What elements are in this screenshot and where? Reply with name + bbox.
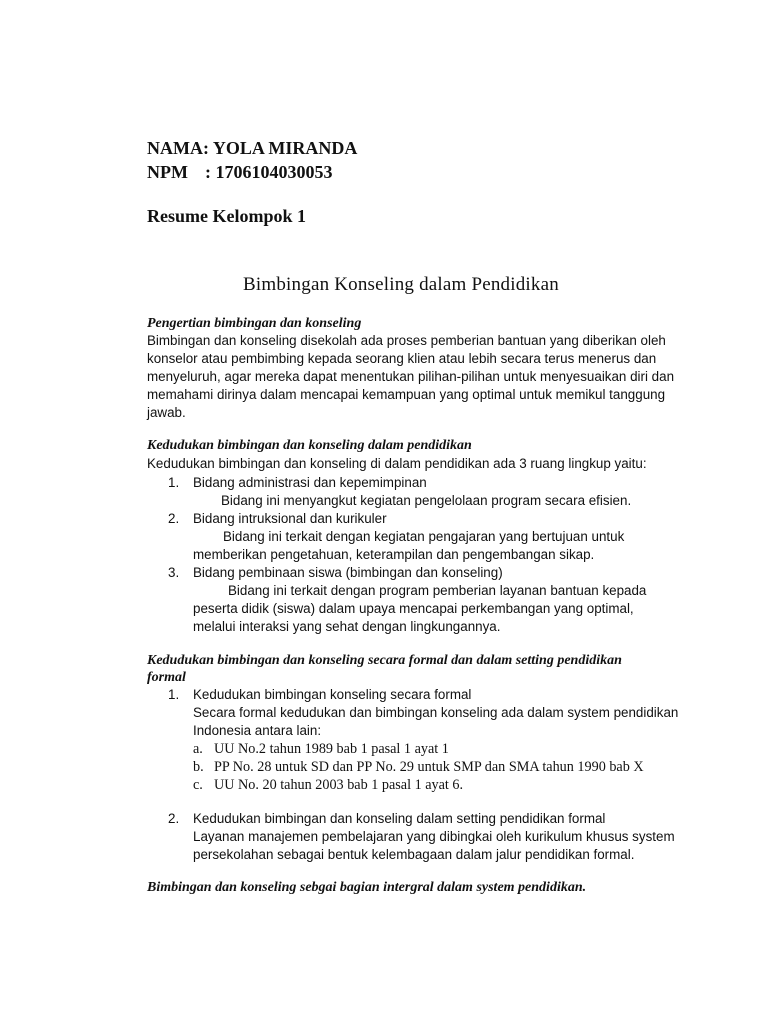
formal-list-item-2 xyxy=(168,810,675,864)
list-item xyxy=(168,686,678,704)
list-item-desc: Secara formal kedudukan dan bimbingan konseling ada dalam system pendidikan xyxy=(193,705,679,720)
list-item-desc: peserta didik (siswa) dalam upaya mencapai perkembangan yang optimal, xyxy=(193,601,634,616)
list-number: 3. xyxy=(168,565,180,580)
list-item-desc: persekolahan sebagai bentuk kelembagaan dalam jalur pendidikan formal. xyxy=(193,847,635,862)
page-title: Bimbingan Konseling dalam Pendidikan xyxy=(243,274,559,295)
list-item-title: Kedudukan bimbingan konseling secara formal xyxy=(193,687,472,702)
sub-list-item xyxy=(193,740,644,758)
section-body-pengertian xyxy=(147,332,674,422)
section-intro-kedudukan: Kedudukan bimbingan dan konseling di dalam pendidikan ada 3 ruang lingkup yaitu: xyxy=(147,456,647,471)
section-heading-pengertian: Pengertian bimbingan dan konseling xyxy=(147,316,362,331)
list-number: 1. xyxy=(168,475,180,490)
npm-line xyxy=(147,162,333,183)
npm-label: NPM xyxy=(147,162,188,182)
list-item-title: Bidang administrasi dan kepemimpinan xyxy=(193,475,427,490)
list-item xyxy=(168,564,646,582)
scope-list xyxy=(168,474,646,636)
sub-list-letter: b. xyxy=(193,759,204,775)
section-heading-formal xyxy=(147,652,622,686)
list-item xyxy=(168,474,646,492)
list-item-desc: Bidang ini terkait dengan kegiatan pengajaran yang bertujuan untuk xyxy=(223,529,625,544)
list-number: 2. xyxy=(168,511,180,526)
list-item-desc: Indonesia antara lain: xyxy=(193,723,322,738)
list-item-title: Bidang pembinaan siswa (bimbingan dan konseling) xyxy=(193,565,503,580)
paragraph-line: konselor atau pembimbing kepada seorang klien atau lebih secara terus menerus dan xyxy=(147,351,657,366)
list-item-desc: Bidang ini terkait dengan program pemberian layanan bantuan kepada xyxy=(228,583,647,598)
legal-basis-list xyxy=(193,740,644,794)
resume-label: Resume Kelompok 1 xyxy=(147,206,306,226)
name-value: YOLA MIRANDA xyxy=(212,138,358,158)
list-item-desc: Layanan manajemen pembelajaran yang dibingkai oleh kurikulum khusus system xyxy=(193,829,675,844)
sub-list-text: UU No. 20 tahun 2003 bab 1 pasal 1 ayat 6. xyxy=(214,777,464,793)
section-heading-kedudukan: Kedudukan bimbingan dan konseling dalam pendidikan xyxy=(147,438,472,453)
paragraph-line: memahami dirinya dalam mencapai kemampuan yang optimal untuk memikul tanggung xyxy=(147,387,666,402)
name-line: NAMA: YOLA MIRANDA xyxy=(147,138,358,158)
list-item-desc: melalui interaksi yang sehat dengan lingkungannya. xyxy=(193,619,501,634)
section-heading-integral: Bimbingan dan konseling sebgai bagian intergral dalam system pendidikan. xyxy=(147,880,587,895)
sub-list-text: PP No. 28 untuk SD dan PP No. 29 untuk SMP dan SMA tahun 1990 bab X xyxy=(214,759,644,775)
sub-list-item xyxy=(193,776,644,794)
list-number: 1. xyxy=(168,687,180,702)
list-item-desc: Bidang ini menyangkut kegiatan pengelolaan program secara efisien. xyxy=(221,493,632,508)
paragraph-line: jawab. xyxy=(147,405,186,420)
heading-line: formal xyxy=(147,670,186,685)
list-number: 2. xyxy=(168,811,180,826)
formal-list-item-1 xyxy=(168,686,678,740)
sub-list-letter: c. xyxy=(193,777,203,793)
list-item-desc: memberikan pengetahuan, keterampilan dan pengembangan sikap. xyxy=(193,547,595,562)
sub-list-text: UU No.2 tahun 1989 bab 1 pasal 1 ayat 1 xyxy=(214,741,449,757)
list-item xyxy=(168,510,646,528)
list-item xyxy=(168,810,675,828)
list-item-title: Bidang intruksional dan kurikuler xyxy=(193,511,387,526)
npm-value: : 1706104030053 xyxy=(205,162,333,182)
list-item-title: Kedudukan bimbingan dan konseling dalam setting pendidikan formal xyxy=(193,811,606,826)
heading-line: Kedudukan bimbingan dan konseling secara formal dan dalam setting pendidikan xyxy=(147,653,622,668)
paragraph-line: menyeluruh, agar mereka dapat menentukan pilihan-pilihan untuk menyesuaikan diri dan xyxy=(147,369,675,384)
paragraph-line: Bimbingan dan konseling disekolah ada proses pemberian bantuan yang diberikan oleh xyxy=(147,333,666,348)
name-label: NAMA xyxy=(147,138,203,158)
sub-list-item xyxy=(193,758,644,776)
sub-list-letter: a. xyxy=(193,741,203,757)
